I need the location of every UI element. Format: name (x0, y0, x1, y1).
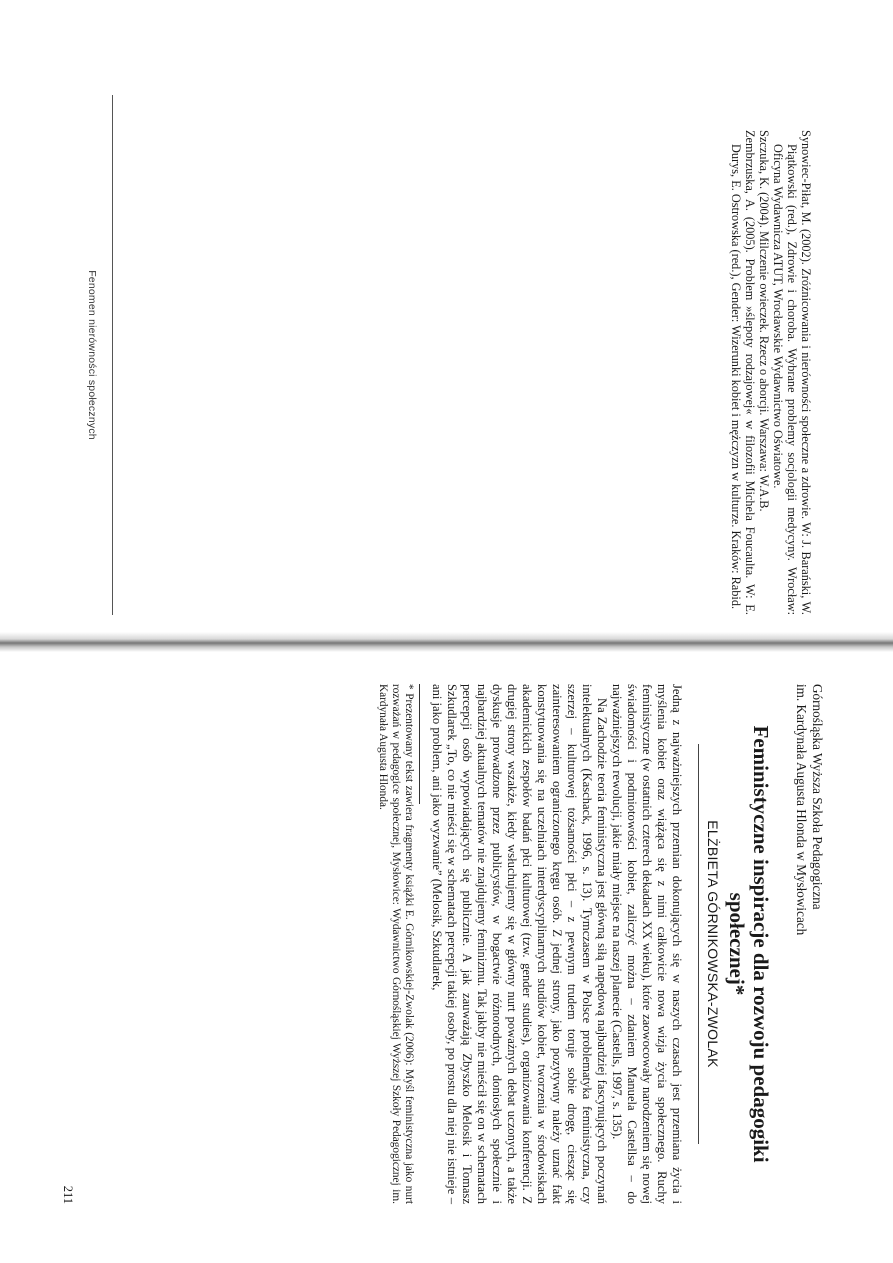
bibliography-list (729, 130, 813, 615)
article-title: Feministyczne inspiracje dla rozwoju pedagogiki społecznej* (725, 725, 773, 1163)
affiliation-line: im. Kardynała Augusta Hlonda w Mysłowicach (794, 684, 809, 936)
bibliography-entry: Zembrzuska, A. (2005). Problem »ślepoty rodzajowej« w filozofii Michela Foucaulta. W: E. Durys, E. Ostrowska (red.), Gender: Wizerunki kobiet i mężczyzn w kulturze. Kraków: Rabid. (729, 130, 757, 615)
running-head: Fenomen nierówności społecznych (86, 270, 98, 440)
author-affiliation (793, 684, 825, 1204)
article-author: ELŻBIETA GÓRNIKOWSKA-ZWOLAK (705, 820, 721, 1068)
article-block (376, 684, 825, 1204)
right-page (0, 652, 893, 1263)
book-spine-shadow (0, 632, 893, 652)
bibliography-entry: Szczuka, K. (2004). Milczenie owieczek. Rzecz o aborcji. Warszawa: W.A.B. (757, 130, 771, 512)
article-body (429, 684, 684, 1204)
affiliation-line: Górnośląska Wyższa Szkoła Pedagogiczna (810, 684, 825, 910)
page-number: 211 (61, 1185, 75, 1204)
bibliography-entry: Synowiec-Piłat, M. (2002). Zróżnicowania i nierówności społeczne a zdrowie. W: J. Barański, W. Piątkowski (red.), Zdrowie i choroba. Wybrane problemy socjologii medycyny. Wrocław: Oficyna Wydawnicza ATUT, Wrocławskie Wydawnictwo Oświatowe. (771, 130, 813, 615)
footnote-rule (419, 684, 420, 804)
running-head-rule (112, 95, 113, 615)
title-rule (698, 744, 699, 1144)
body-paragraph: Jedną z najważniejszych przemian dokonujących się w naszych czasach jest przemiana życia i myślenia kobiet oraz wiążąca się z nimi całkowicie nowa wizja życia społecznego. Ruchy feministyczne (w ostatnich czterech dekadach XX wieku), które zaowocowały narodzeniem się nowej świadomości i podmiotowości kobiet, zaliczyć można – zdaniem Manuela Castellsa – do najważniejszych rewolucji, jakie miały miejsce na naszej planecie (Castells, 1997, s. 135). (610, 684, 684, 1204)
body-paragraph: Na Zachodzie teoria feministyczna jest główną siłą napędową najbardziej fascynujących poczynań intelektualnych (Kaschack, 1996, s. 13). Tymczasem w Polsce problematyka feministyczna, czy szerzej – kulturowej tożsamości płci – z pewnym trudem toruje sobie drogę, ciesząc się zainteresowaniem ograniczonego kręgu osób. Z jednej strony, jako pozytywny należy uznać fakt konstytuowania się na uczelniach interdyscyplinarnych studiów kobiet, tworzenia w środowiskach akademickich zespołów badań płci kulturowej (tzw. gender studies), organizowania konferencji. Z drugiej strony wszakże, kiedy wsłuchujemy się w główny nurt poważnych debat uczonych, a także dyskusje prowadzone przez publicystów, w bogactwie różnorodnych, doniosłych społecznie i najbardziej aktualnych tematów nie znajdujemy feminizmu. Tak jakby nie mieścił się on w schematach percepcji osób wypowiadających się publicznie. A jak zauważają Zbyszko Melosik i Tomasz Szkudlarek „To, co nie mieści się w schematach percepcji takiej osoby, po prostu dla niej nie istnieje – ani jako problem, ani jako wyzwanie” (Melosik, Szkudlarek, (430, 684, 609, 1204)
footnote: * Prezentowany tekst zawiera fragmenty książki E. Górnikowskiej-Zwolak (2006): Myśl feministyczna jako nurt rozważań w pedagogice społecznej, Mysłowice: Wydawnictwo Górnośląskiej Wyższej Szkoły Pedagogicznej im. Kardynała Augusta Hlonda. (377, 684, 415, 1204)
